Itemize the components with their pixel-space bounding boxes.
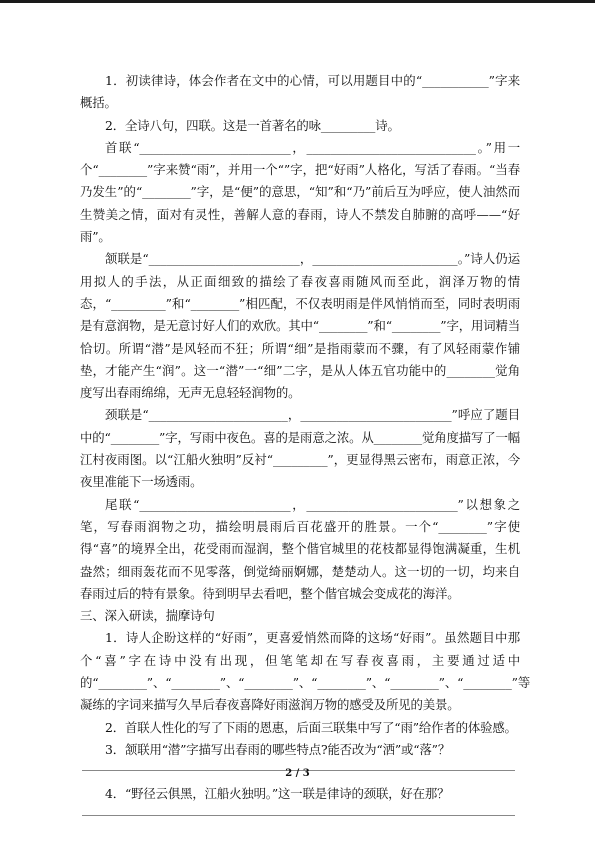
study-question-2: 2．首联人性化的写了下雨的恩惠，后面三联集中写了“雨”给作者的体验感。 [105, 719, 517, 735]
study-question-3: 3．颔联用“潜”字描写出春雨的哪些特点?能否改为“洒”或“落”？ [105, 741, 451, 757]
top-border [0, 0, 595, 3]
question-1: 1．初读律诗，体会作者在文中的心情，可以用题目中的“___________”字来概括。 [80, 73, 520, 111]
study-question-1: 1．诗人企盼这样的“好雨”，更喜爱悄然而降的这场“好雨”。虽然题目中那个“喜”字在诗中没有出现，但笔笔却在写春夜喜雨，主要通过适中的“________”、“________”、“________”、“________”、“________”、“________”等凝练的字词来描写久旱后春夜喜降好雨滋润万物的感受及所见的美景。 [80, 630, 531, 713]
answer-line [82, 815, 515, 816]
third-couplet-paragraph: 颈联是“_______________________，_________________________”呼应了题目中的“________”字，写雨中夜色。喜的是雨意之浓。从________觉角度描写了一幅江村夜雨图。以“江船火独明”反衬“_________”，更显得黑云密布，雨意正浓，今夜里准能下一场透雨。 [80, 407, 520, 490]
study-question-4: 4．“野径云俱黑，江船火独明。”这一联是律诗的颈联，好在那？ [105, 786, 450, 802]
last-couplet-paragraph: 尾联“_________________________，_________________________”以想象之笔，写春雨润物之功，描绘明晨雨后百花盛开的胜景。一个“________”字使得“喜”的境界全出，花受雨而湿润，整个偕官城里的花枝都显得饱满凝重，生机盎然；细雨轰花而不见零落，倒觉绮丽婀娜，楚楚动人。这一切的一切，均来自春雨过后的特有景象。待到明早去看吧，整个偕官城会变成花的海洋。 [80, 496, 520, 601]
page-number: 2 / 3 [285, 768, 310, 779]
first-couplet-paragraph: 首联“_________________________，____________________________。”用一个“________”字来赞“雨”，并用一个“”字，把“好雨”人格化，写活了春雨。“当春乃发生”的“________”字，是“便”的意思，“知”和“乃”前后互为呼应，使人油然而生赞美之情，面对有灵性，善解人意的春雨，诗人不禁发自肺腑的高呼——“好雨”。 [80, 139, 520, 245]
section-heading: 三、深入研读，揣摩诗句 [80, 608, 215, 624]
second-couplet-paragraph: 颔联是“_________________________，________________________。”诗人仍运用拟人的手法，从正面细致的描绘了春夜喜雨随风而至此，润泽万物的情态，“_________”和“________”相匹配，不仅表明雨是伴风悄悄而至，同时表明雨是有意润物，是无意讨好人们的欢欣。其中“________”和“________”字，用词精当恰切。所谓“潜”是风轻而不狂；所谓“细”是指雨蒙而不骤，有了风轻雨蒙作铺垫，才能产生“润”。这一“潜”一“细”二字，是从人体五官功能中的________觉角度写出春雨绵绵，无声无息轻轻润物的。 [80, 251, 520, 401]
question-2: 2．全诗八句，四联。这是一首著名的咏_________诗。 [105, 117, 400, 133]
worksheet-body [80, 70, 531, 828]
